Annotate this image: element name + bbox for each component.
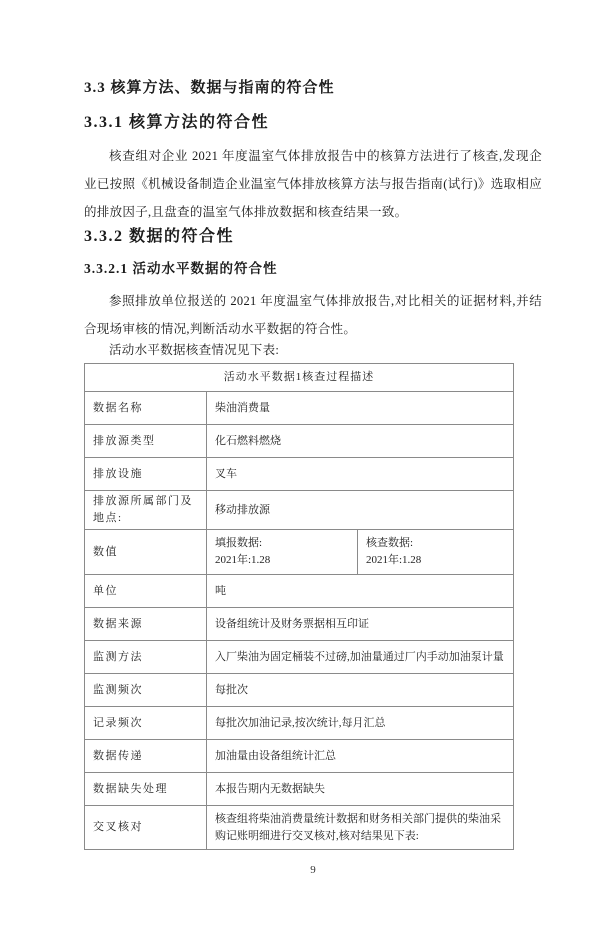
row-value-cell: 化石燃料燃烧 (207, 425, 514, 458)
table-row (85, 773, 514, 806)
row-label-cell: 单位 (85, 575, 207, 608)
row-value-cell: 每批次加油记录,按次统计,每月汇总 (207, 707, 514, 740)
row-value-cell: 本报告期内无数据缺失 (207, 773, 514, 806)
row-value-cell: 吨 (207, 575, 514, 608)
table-row (85, 392, 514, 425)
reported-data-value: 2021年:1.28 (215, 554, 271, 566)
table-row (85, 425, 514, 458)
paragraph-activity-data-review: 参照排放单位报送的 2021 年度温室气体排放报告,对比相关的证据材料,并结合现场审核的情况,判断活动水平数据的符合性。 (84, 294, 542, 336)
reported-data-label: 填报数据: (215, 537, 263, 549)
table-row (85, 575, 514, 608)
page-content (0, 78, 600, 876)
row-value-cell: 设备组统计及财务票据相互印证 (207, 608, 514, 641)
table-row (85, 707, 514, 740)
paragraph-table-intro: 活动水平数据核查情况见下表: (109, 343, 280, 357)
heading-3-3: 3.3 核算方法、数据与指南的符合性 (84, 80, 335, 96)
row-value-cell: 核查组将柴油消费量统计数据和财务相关部门提供的柴油采购记账明细进行交叉核对,核对结果见下表: (207, 806, 514, 850)
document-page (0, 78, 600, 927)
verified-data-cell (358, 530, 514, 575)
row-label-cell: 交叉核对 (85, 806, 207, 850)
page-number: 9 (310, 864, 316, 876)
row-value-cell: 入厂柴油为固定桶装不过磅,加油量通过厂内手动加油泵计量 (207, 641, 514, 674)
heading-3-3-2-1: 3.3.2.1 活动水平数据的符合性 (84, 261, 278, 276)
row-label-cell: 数值 (85, 530, 207, 575)
table-title: 活动水平数据1核查过程描述 (85, 364, 514, 392)
table-row (85, 458, 514, 491)
table-row (85, 806, 514, 850)
paragraph-methods-review: 核查组对企业 2021 年度温室气体排放报告中的核算方法进行了核查,发现企业已按照《机械设备制造企业温室气体排放核算方法与报告指南(试行)》选取相应的排放因子,且盘查的温室气体排放数据和核查结果一致。 (84, 149, 542, 219)
row-label-cell: 数据传递 (85, 740, 207, 773)
table-row (85, 491, 514, 530)
table-row (85, 740, 514, 773)
table-row-value (85, 530, 514, 575)
row-value-cell: 每批次 (207, 674, 514, 707)
heading-3-3-2: 3.3.2 数据的符合性 (84, 228, 235, 245)
table-row (85, 674, 514, 707)
row-value-cell: 移动排放源 (207, 491, 514, 530)
table-row (85, 608, 514, 641)
reported-data-cell (207, 530, 358, 575)
row-label-cell: 记录频次 (85, 707, 207, 740)
verified-data-label: 核查数据: (366, 537, 414, 549)
row-value-cell: 加油量由设备组统计汇总 (207, 740, 514, 773)
row-label-cell: 监测频次 (85, 674, 207, 707)
row-label-cell: 监测方法 (85, 641, 207, 674)
row-value-cell: 柴油消费量 (207, 392, 514, 425)
row-label-cell: 排放源类型 (85, 425, 207, 458)
heading-3-3-1: 3.3.1 核算方法的符合性 (84, 114, 270, 131)
table-row (85, 641, 514, 674)
table-title-row (85, 364, 514, 392)
activity-data-check-table (84, 363, 514, 850)
verified-data-value: 2021年:1.28 (366, 554, 422, 566)
row-value-cell: 叉车 (207, 458, 514, 491)
row-label-cell: 排放设施 (85, 458, 207, 491)
row-label-cell: 数据来源 (85, 608, 207, 641)
row-label-cell: 数据缺失处理 (85, 773, 207, 806)
row-label-cell: 排放源所属部门及地点: (85, 491, 207, 530)
row-label-cell: 数据名称 (85, 392, 207, 425)
